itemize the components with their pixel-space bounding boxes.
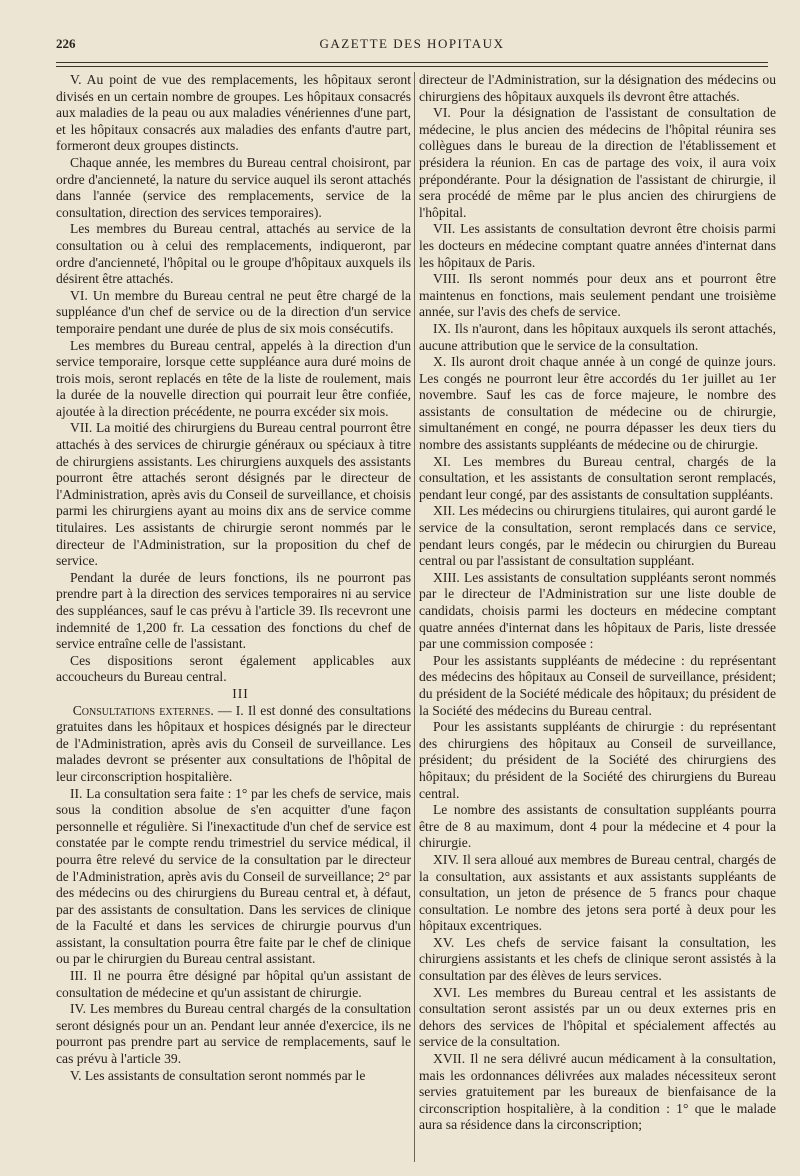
journal-title: GAZETTE DES HOPITAUX bbox=[319, 36, 505, 51]
paragraph: Les membres du Bureau central, appelés à la direction d'un service temporaire, lorsque cette suppléance aura duré moins de trois mois, seront replacés en tête de la liste de roulement, mais la durée de la nouvelle direction qui pourrait leur être confiée, ajoutée à la direction précédente, ne pourra excéder six mois. bbox=[56, 337, 411, 419]
column-divider bbox=[414, 72, 415, 1162]
paragraph: VII. La moitié des chirurgiens du Bureau central pourront être attachés à des services de chirurgie généraux ou spéciaux à titre de chirurgiens assistants. Les chirurgiens auxquels des assistants pourront être attachés seront désignés par le directeur de l'Administration, après avis du Conseil de surveillance, et choisis parmi les chirurgiens ayant au moins dix ans de service comme titulaires. Les assistants de chirurgie seront nommés par le directeur de l'Administration, sur la proposition du chef de service. bbox=[56, 420, 411, 569]
right-column bbox=[419, 72, 776, 1172]
header-rule bbox=[56, 62, 768, 63]
paragraph: XIII. Les assistants de consultation suppléants seront nommés par le directeur de l'Administration sur une liste double de candidats, choisis parmi les docteurs en médecine comptant quatre années d'internat dans les hôpitaux de Paris, liste dressée par une commission composée : bbox=[419, 569, 776, 652]
paragraph: XVII. Il ne sera délivré aucun médicament à la consultation, mais les ordonnances délivrées aux malades nécessiteux seront servies gratuitement par les bureaux de bienfaisance de la circonscription hospitalière, à la condition : 1° que le malade aura sa résidence dans la circonscription; bbox=[419, 1051, 776, 1133]
paragraph: Pendant la durée de leurs fonctions, ils ne pourront pas prendre part à la direction des services temporaires ni au service des suppléances, sauf le cas prévu à l'article 39. Ils recevront une indemnité de 1,200 fr. La cessation des fonctions du chef de service entraîne celle de l'assistant. bbox=[56, 569, 411, 652]
paragraph: VIII. Ils seront nommés pour deux ans et pourront être maintenus en fonctions, mais seulement pendant une troisième année, sur l'avis des chefs de service. bbox=[419, 271, 776, 320]
paragraph: Pour les assistants suppléants de chirurgie : du représentant des chirurgiens des hôpitaux au Conseil de surveillance, président; du président de la Société des chirurgiens des hôpitaux; du président de la Société des chirurgiens du Bureau central. bbox=[419, 719, 776, 801]
paragraph: V. Au point de vue des remplacements, les hôpitaux seront divisés en un certain nombre de groupes. Les hôpitaux consacrés aux maladies de la peau ou aux maladies vénériennes d'une part, et les hôpitaux consacrés aux maladies des enfants d'autre part, formeront deux groupes distincts. bbox=[56, 72, 411, 154]
page-number: 226 bbox=[56, 36, 76, 51]
paragraph: IV. Les membres du Bureau central chargés de la consultation seront désignés pour un an. Pendant leur année d'exercice, ils ne pourront pas prendre part au service de remplacements, sauf le cas prévu à l'article 39. bbox=[56, 1001, 411, 1067]
paragraph: Chaque année, les membres du Bureau central choisiront, par ordre d'ancienneté, la nature du service auquel ils seront attachés dans l'année (service des remplacements, service de la consultation, direction des services temporaires). bbox=[56, 154, 411, 220]
paragraph: II. La consultation sera faite : 1° par les chefs de service, mais sous la condition absolue de s'en acquitter d'une façon personnelle et régulière. Si l'inexactitude d'un chef de service est constatée par le compte rendu trimestriel du service médical, il pourra être relevé du service de la consultation par le directeur de l'Administration, après avis du Conseil de surveillance; 2° par des médecins ou des chirurgiens du Bureau central et, à défaut, par des assistants de consultation. Dans les services de clinique de la Faculté et dans les services de chirurgie pourvus d'un assistant, la consultation pourra être faite par le chef de clinique ou par le chirurgien du Bureau central assistant. bbox=[56, 785, 411, 967]
paragraph: Le nombre des assistants de consultation suppléants pourra être de 8 au maximum, dont 4 pour la médecine et 4 pour la chirurgie. bbox=[419, 802, 776, 851]
paragraph: VI. Pour la désignation de l'assistant de consultation de médecine, le plus ancien des médecins de l'hôpital réunira ses collègues dans le bureau de la direction de l'établissement et présidera la réunion. En cas de partage des voix, il aura voix prépondérante. Pour la désignation de l'assistant de chirurgie, il sera procédé de même par le plus ancien des chirurgiens de l'hôpital. bbox=[419, 105, 776, 220]
section-first-text: — I. Il est donné des consultations gratuites dans les hôpitaux et hospices désignés par le directeur de l'Administration, après avis du Conseil de surveillance. Les malades devront se présenter aux consultations de l'hôpital de leur circonscription hospitalière. bbox=[56, 702, 411, 784]
paragraph: Pour les assistants suppléants de médecine : du représentant des médecins des hôpitaux au Conseil de surveillance, président; du président de la Société médicale des hôpitaux; du président de la Société des médecins du Bureau central. bbox=[419, 652, 776, 718]
header-rule-thin bbox=[56, 66, 768, 67]
section-heading: Consultations externes. bbox=[72, 702, 214, 718]
paragraph: XII. Les médecins ou chirurgiens titulaires, qui auront gardé le service de la consultation, seront remplacés dans ce service, pendant leurs congés, par le médecin ou chirurgien du Bureau central ou par l'assistant de consultation suppléant. bbox=[419, 503, 776, 569]
section-number: III bbox=[232, 685, 249, 701]
paragraph: X. Ils auront droit chaque année à un congé de quinze jours. Les congés ne pourront leur être accordés du 1er juillet au 1er novembre. Sauf les cas de force majeure, le nombre des assistants de consultation de médecine ou de chirurgie, simultanément en congé, ne pourra dépasser les deux tiers du nombre des assistants suppléants de médecine ou de chirurgie. bbox=[419, 354, 776, 453]
paragraph: IX. Ils n'auront, dans les hôpitaux auxquels ils seront attachés, aucune attribution que le service de la consultation. bbox=[419, 320, 776, 353]
paragraph: Ces dispositions seront également applicables aux accoucheurs du Bureau central. bbox=[56, 652, 411, 685]
paragraph: III. Il ne pourra être désigné par hôpital qu'un assistant de consultation de médecine et qu'un assistant de chirurgie. bbox=[56, 968, 411, 1000]
paragraph: XIV. Il sera alloué aux membres de Bureau central, chargés de la consultation, aux assistants et aux assistants suppléants de consultation, un jeton de présence de 5 francs pour chaque consultation. Le nombre des jetons sera porté à deux pour les hôpitaux excentriques. bbox=[419, 851, 776, 934]
paragraph: Les membres du Bureau central, attachés au service de la consultation ou à celui des remplacements, indiqueront, par ordre d'ancienneté, l'hôpital ou le groupe d'hôpitaux auxquels ils désirent être attachés. bbox=[56, 221, 411, 287]
section-first-paragraph bbox=[56, 703, 411, 786]
paragraph: directeur de l'Administration, sur la désignation des médecins ou chirurgiens des hôpitaux auxquels ils devront être attachés. bbox=[419, 72, 776, 104]
paragraph: XI. Les membres du Bureau central, chargés de la consultation, et les assistants de consultation seront remplacés, pendant leur congé, par des assistants de consultation suppléants. bbox=[419, 453, 776, 502]
left-column bbox=[56, 72, 411, 1172]
paragraph: VII. Les assistants de consultation devront être choisis parmi les docteurs en médecine comptant quatre années d'internat dans les hôpitaux de Paris. bbox=[419, 221, 776, 270]
paragraph: XV. Les chefs de service faisant la consultation, les chirurgiens assistants et les chefs de clinique seront assistés à la consultation par des élèves de leurs services. bbox=[419, 934, 776, 984]
page-header bbox=[56, 36, 768, 58]
paragraph: XVI. Les membres du Bureau central et les assistants de consultation seront assistés par un ou deux externes pris en dehors des services de l'hôpital et spécialement affectés au service de la consultation. bbox=[419, 984, 776, 1050]
paragraph: VI. Un membre du Bureau central ne peut être chargé de la suppléance d'un chef de service ou de la direction d'un service temporaire pendant une durée de plus de six mois consécutifs. bbox=[56, 287, 411, 336]
paragraph: V. Les assistants de consultation seront nommés par le bbox=[70, 1067, 366, 1083]
